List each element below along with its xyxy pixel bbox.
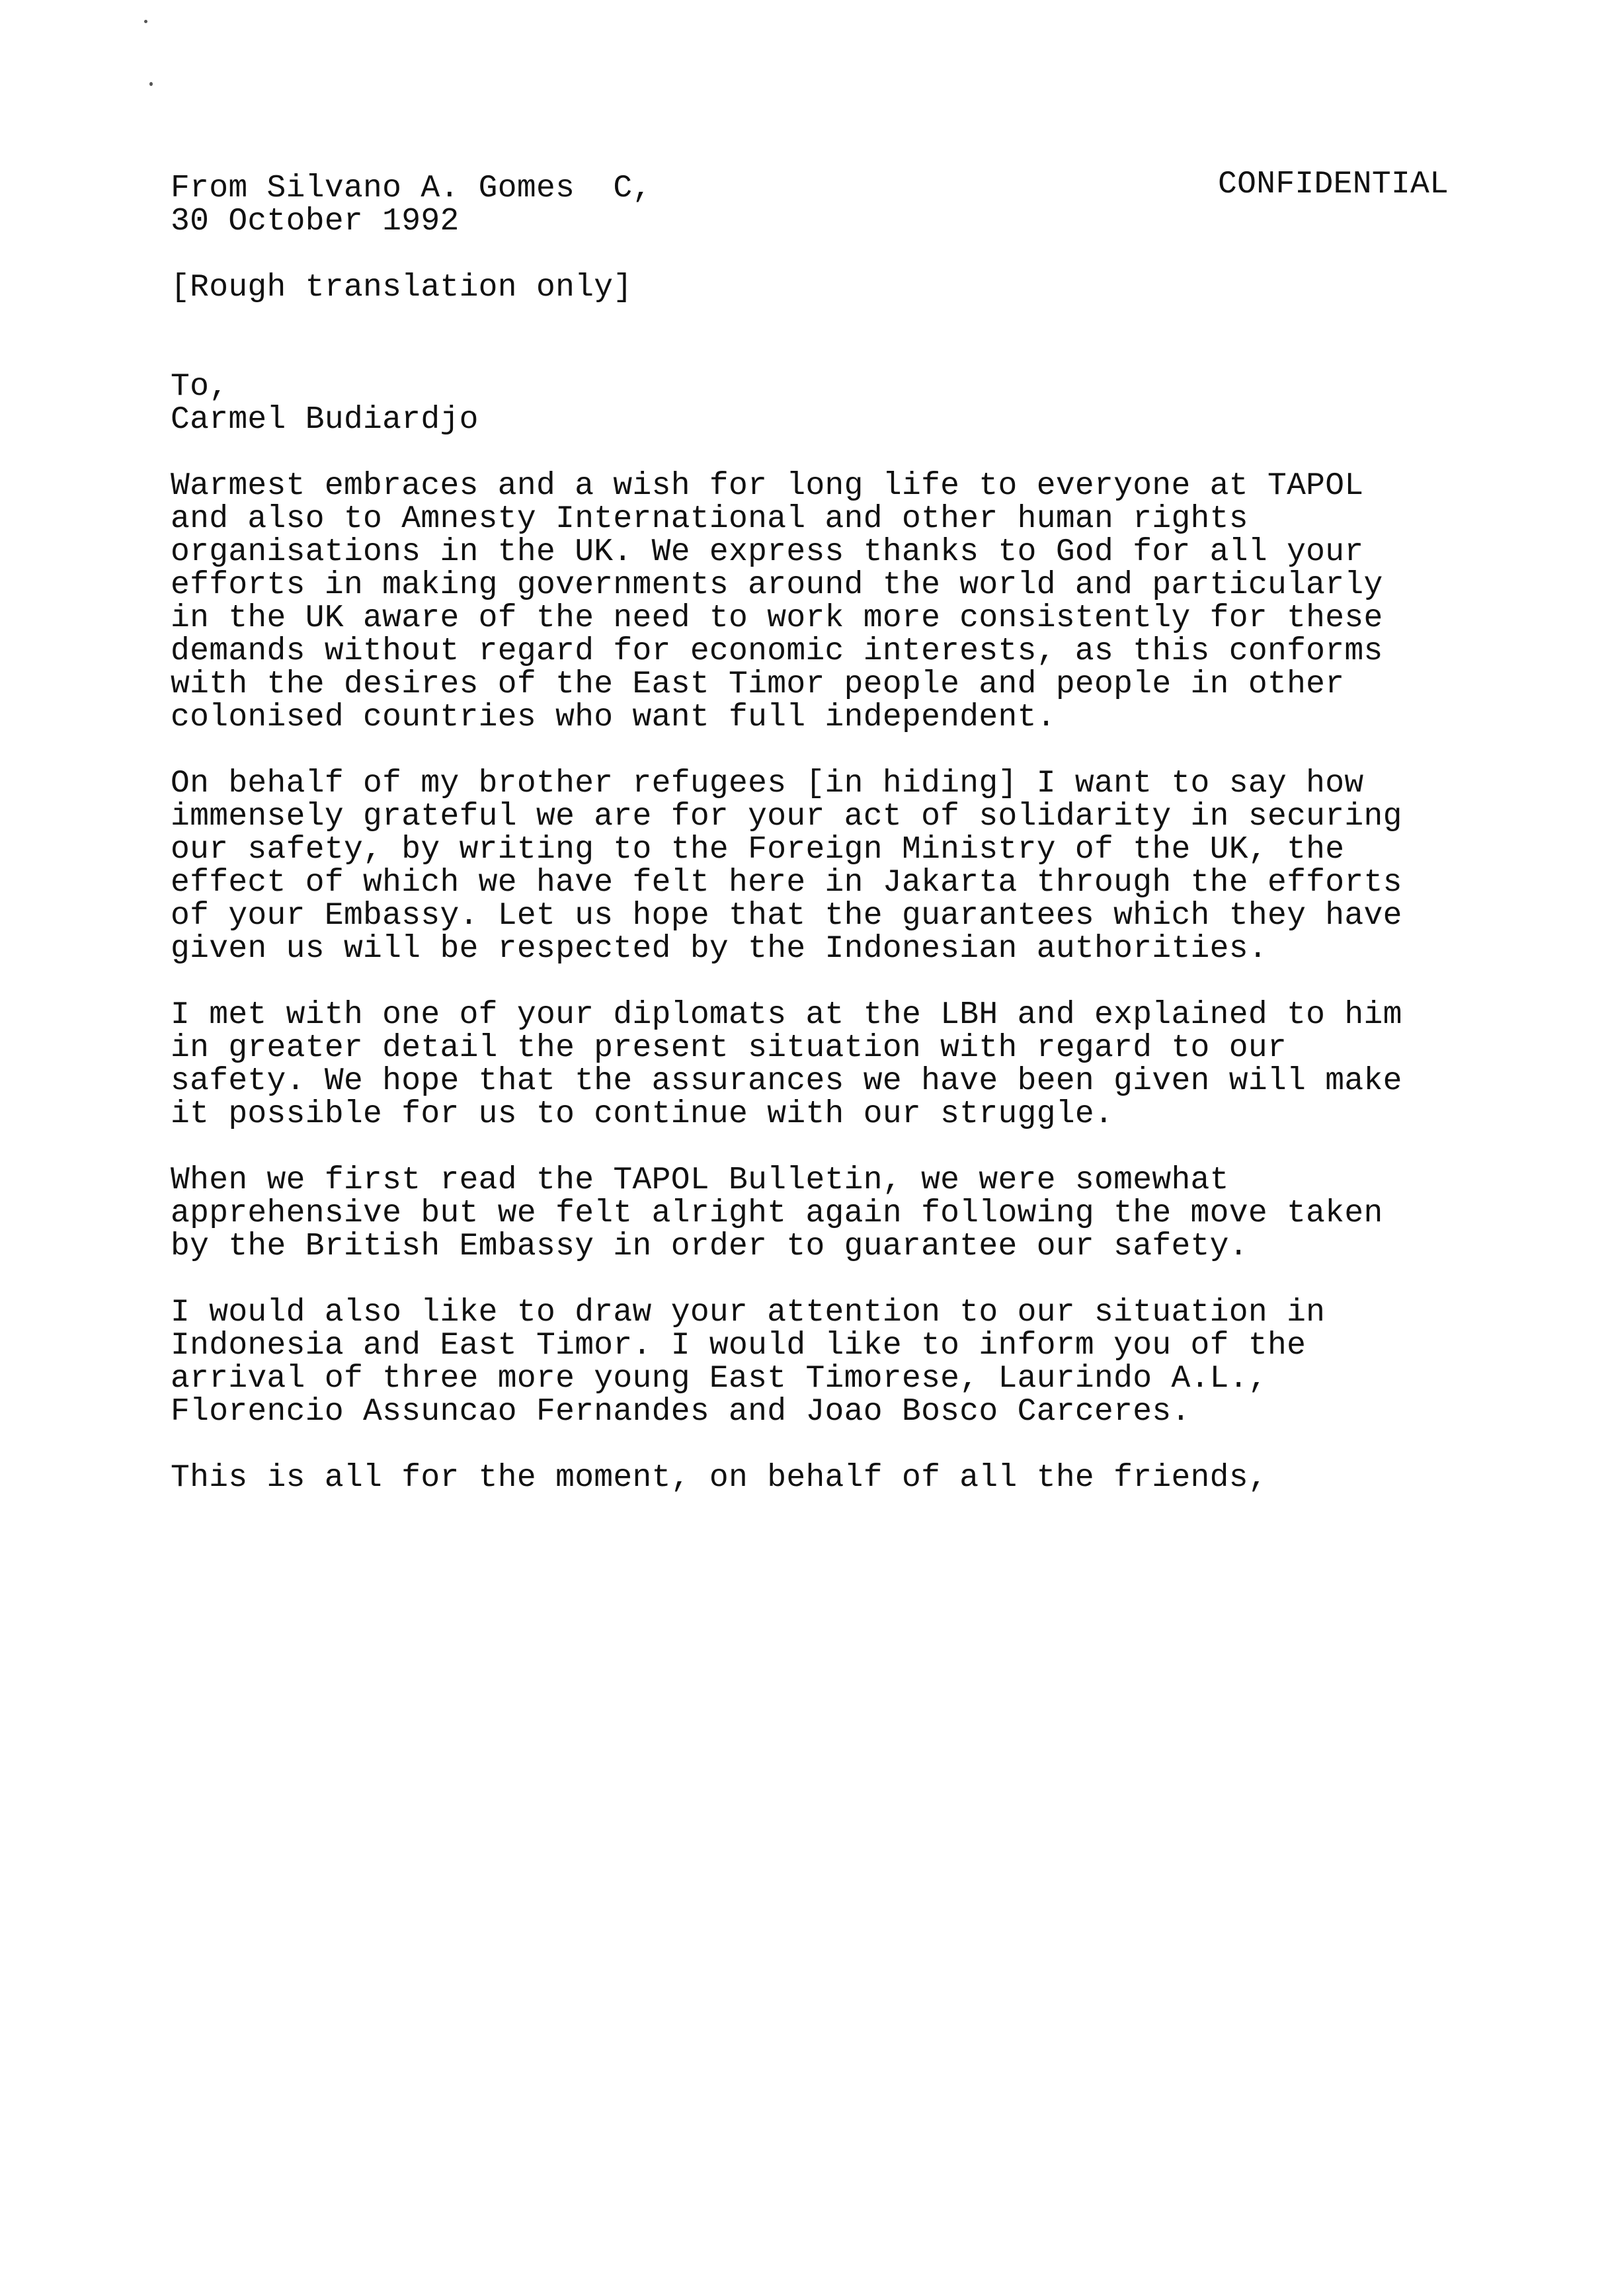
- letter-body: [171, 470, 1533, 1528]
- salutation: To,: [171, 369, 229, 405]
- body-paragraph-1: Warmest embraces and a wish for long life to everyone at TAPOL and also to Amnesty International and other human rights organisations in the UK. We express thanks to God for all your efforts in making governments around the world and particularly in the UK aware of the need to work more consistently for these demands without regard for economic interests, as this conforms with the desires of the East Timor people and people in other colonised countries who want full independent.: [171, 468, 1383, 735]
- sender-block: [171, 172, 652, 238]
- confidential-label: CONFIDENTIAL: [1218, 167, 1449, 202]
- letter-date: 30 October 1992: [171, 204, 460, 239]
- body-paragraph-4: When we first read the TAPOL Bulletin, we were somewhat apprehensive but we felt alright again following the move taken by the British Embassy in order to guarantee our safety.: [171, 1163, 1383, 1264]
- translation-note: [Rough translation only]: [171, 270, 633, 306]
- recipient-block: [171, 370, 479, 436]
- recipient-name: Carmel Budiardjo: [171, 402, 479, 438]
- scan-speck: [144, 20, 147, 23]
- scan-speck: [149, 82, 153, 86]
- body-paragraph-6: This is all for the moment, on behalf of all the friends,: [171, 1460, 1267, 1496]
- body-paragraph-3: I met with one of your diplomats at the LBH and explained to him in greater detail the present situation with regard to our safety. We hope that the assurances we have been given will make it possible for us to continue with our struggle.: [171, 997, 1402, 1132]
- body-paragraph-5: I would also like to draw your attention to our situation in Indonesia and East Timor. I would like to inform you of the arrival of three more young East Timorese, Laurindo A.L., Florencio Assuncao Fernandes and Joao Bosco Carceres.: [171, 1295, 1326, 1430]
- body-paragraph-2: On behalf of my brother refugees [in hiding] I want to say how immensely grateful we are for your act of solidarity in securing our safety, by writing to the Foreign Ministry of the UK, the effect of which we have felt here in Jakarta through the efforts of your Embassy. Let us hope that the guarantees which they have given us will be respected by the Indonesian authorities.: [171, 766, 1402, 967]
- sender-line: From Silvano A. Gomes C,: [171, 171, 652, 206]
